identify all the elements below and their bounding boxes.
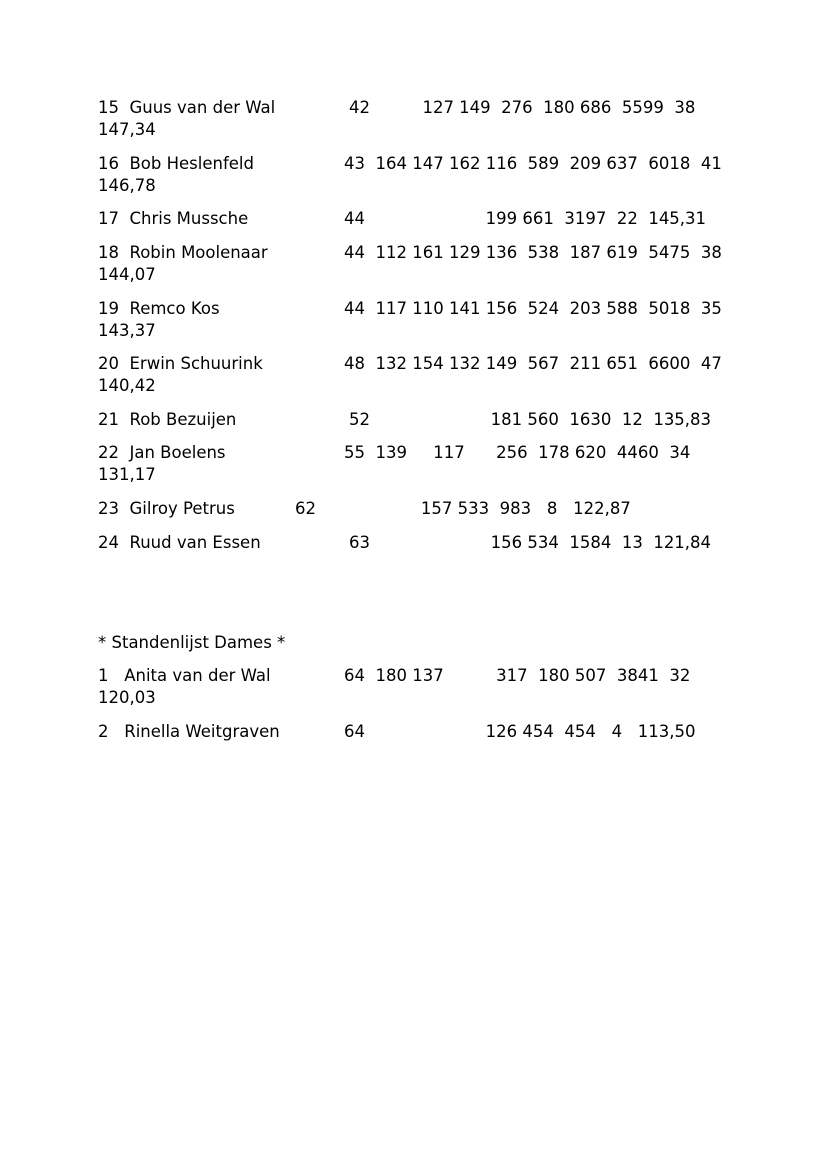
row-19-average: 143,37: [98, 321, 156, 340]
row-16-average: 146,78: [98, 176, 156, 195]
dames-row-1-average: 120,03: [98, 688, 156, 707]
dames-row-2-name: 2 Rinella Weitgraven: [98, 722, 280, 741]
dames-row-1-name: 1 Anita van der Wal: [98, 666, 271, 685]
row-20-scores: 48 132 154 132 149 567 211 651 6600 47: [344, 354, 722, 373]
row-16-scores: 43 164 147 162 116 589 209 637 6018 41: [344, 154, 722, 173]
row-19-name: 19 Remco Kos: [98, 299, 220, 318]
row-20-name: 20 Erwin Schuurink: [98, 354, 263, 373]
row-18-scores: 44 112 161 129 136 538 187 619 5475 38: [344, 243, 722, 262]
row-22-average: 131,17: [98, 465, 156, 484]
row-23-name: 23 Gilroy Petrus: [98, 499, 235, 518]
dames-row-1-scores: 64 180 137 317 180 507 3841 32: [344, 666, 691, 685]
row-15-name: 15 Guus van der Wal: [98, 98, 276, 117]
row-15-average: 147,34: [98, 120, 156, 139]
row-22-name: 22 Jan Boelens: [98, 443, 226, 462]
row-23-scores: 62 157 533 983 8 122,87: [295, 499, 631, 518]
row-16-name: 16 Bob Heslenfeld: [98, 154, 254, 173]
row-22-scores: 55 139 117 256 178 620 4460 34: [344, 443, 691, 462]
row-24-scores: 63 156 534 1584 13 121,84: [349, 533, 712, 552]
row-18-average: 144,07: [98, 265, 156, 284]
row-20-average: 140,42: [98, 376, 156, 395]
row-21-name: 21 Rob Bezuijen: [98, 410, 237, 429]
row-21-scores: 52 181 560 1630 12 135,83: [349, 410, 712, 429]
dames-row-2-scores: 64 126 454 454 4 113,50: [344, 722, 696, 741]
dames-heading: * Standenlijst Dames *: [98, 633, 286, 652]
row-18-name: 18 Robin Moolenaar: [98, 243, 268, 262]
row-17-scores: 44 199 661 3197 22 145,31: [344, 209, 707, 228]
row-15-scores: 42 127 149 276 180 686 5599 38: [349, 98, 696, 117]
row-19-scores: 44 117 110 141 156 524 203 588 5018 35: [344, 299, 722, 318]
row-24-name: 24 Ruud van Essen: [98, 533, 261, 552]
row-17-name: 17 Chris Mussche: [98, 209, 249, 228]
